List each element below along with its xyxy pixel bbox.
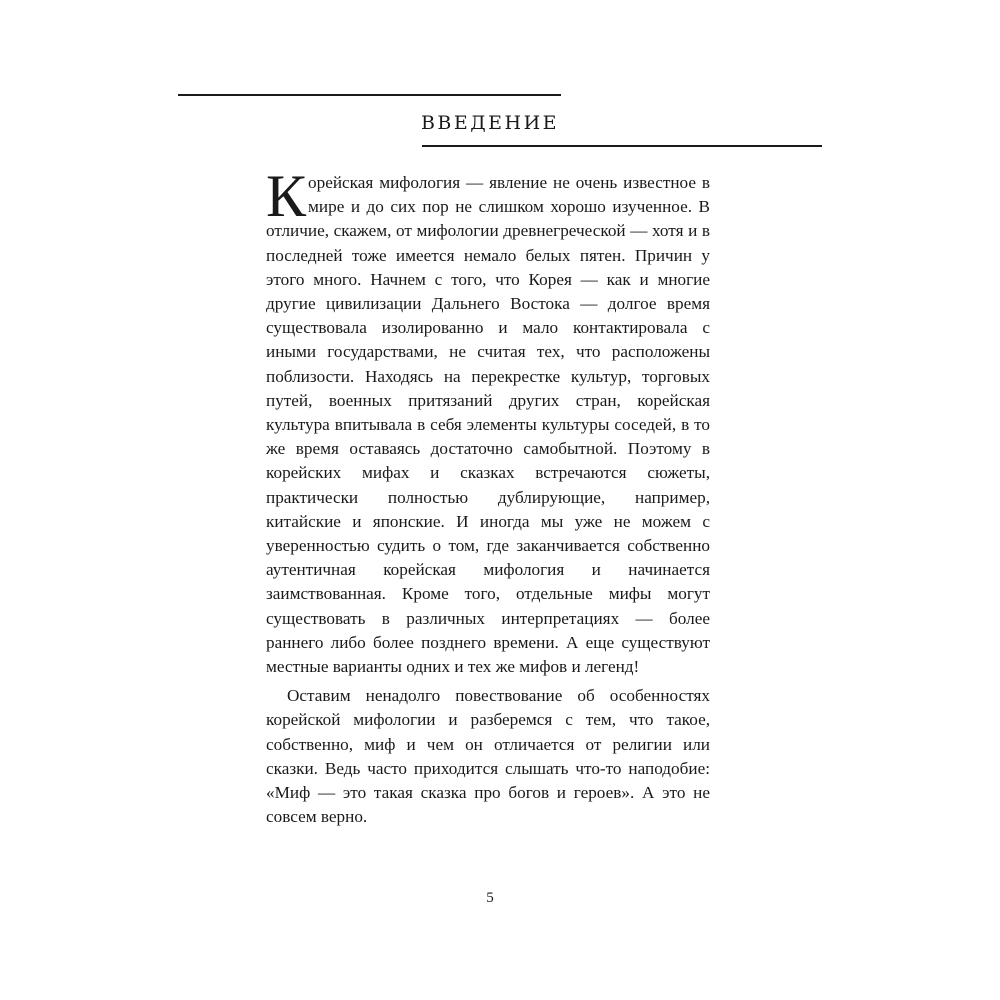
chapter-title: ВВЕДЕНИЕ [420,112,560,134]
header-rule-top [178,94,561,96]
drop-cap: К [266,163,307,229]
body-text [266,163,710,829]
paragraph-2: Оставим ненадолго повествование об особенностях корейской мифологии и разберемся с тем, что такое, собственно, миф и чем он отличается от религии или сказки. Ведь часто приходится слышать что-то наподобие: «Миф — это такая сказка про богов и героев». А это не совсем верно. [266,686,710,827]
paragraph-1 [266,163,710,679]
header-rule-bottom [422,145,822,147]
paragraph-1-text: орейская мифология — явление не очень известное в мире и до сих пор не слишком хорошо изученное. В отличие, скажем, от мифологии древнегреческой — хотя и в последней тоже имеется немало белых пятен. Причин у этого много. Начнем с того, что Корея — как и многие другие цивилизации Дальнего Востока — долгое время существовала изолированно и мало контактировала с иными государствами, не считая тех, что расположены поблизости. Находясь на перекрестке культур, торговых путей, военных притязаний других стран, корейская культура впитывала в себя элементы культуры соседей, в то же время оставаясь достаточно самобытной. Поэтому в корейских мифах и сказках встречаются сюжеты, практически полностью дублирующие, например, китайские и японские. И иногда мы уже не можем с уверенностью судить о том, где заканчивается собственно аутентичная корейская мифология и начинается заимствованная. Кроме того, отдельные мифы могут существовать в различных интерпретациях — более раннего либо более позднего времени. А еще существуют местные варианты одних и тех же мифов и легенд! [266,173,710,677]
page-number: 5 [486,890,494,906]
